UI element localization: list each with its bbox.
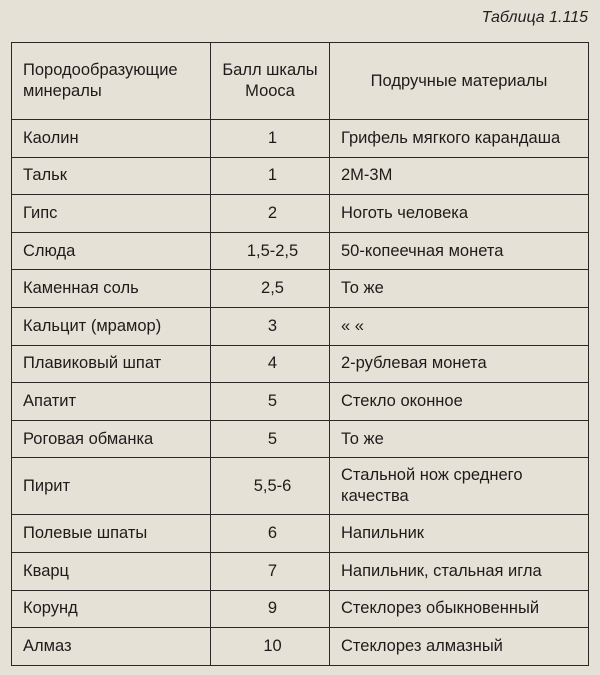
table-row (12, 345, 589, 383)
material-cell: Грифель мягкого карандаша (330, 120, 589, 158)
table-row (12, 458, 589, 515)
material-cell: Стекло оконное (330, 383, 589, 421)
material-cell: Стеклорез обыкновенный (330, 590, 589, 628)
table-row (12, 515, 589, 553)
table-row (12, 195, 589, 233)
header-row (12, 43, 589, 120)
score-cell: 1 (211, 157, 330, 195)
score-cell: 9 (211, 590, 330, 628)
table-row (12, 120, 589, 158)
material-cell: Напильник, стальная игла (330, 552, 589, 590)
score-cell: 5,5-6 (211, 458, 330, 515)
mineral-cell: Роговая обманка (12, 420, 211, 458)
mineral-cell: Кальцит (мрамор) (12, 307, 211, 345)
header-mohs-score: Балл шкалы Мооса (211, 43, 330, 120)
score-cell: 5 (211, 420, 330, 458)
material-cell: То же (330, 420, 589, 458)
mineral-cell: Тальк (12, 157, 211, 195)
score-cell: 6 (211, 515, 330, 553)
score-cell: 2,5 (211, 270, 330, 308)
table-row (12, 628, 589, 666)
material-cell: « « (330, 307, 589, 345)
mineral-cell: Полевые шпаты (12, 515, 211, 553)
material-cell: То же (330, 270, 589, 308)
table-row (12, 270, 589, 308)
mineral-cell: Алмаз (12, 628, 211, 666)
score-cell: 10 (211, 628, 330, 666)
mineral-cell: Корунд (12, 590, 211, 628)
table-row (12, 420, 589, 458)
mineral-cell: Кварц (12, 552, 211, 590)
header-materials: Подручные материалы (330, 43, 589, 120)
score-cell: 4 (211, 345, 330, 383)
score-cell: 3 (211, 307, 330, 345)
header-minerals: Породообразующие минералы (12, 43, 211, 120)
mineral-cell: Каолин (12, 120, 211, 158)
table-row (12, 307, 589, 345)
mineral-cell: Слюда (12, 232, 211, 270)
score-cell: 5 (211, 383, 330, 421)
table-caption: Таблица 1.115 (481, 9, 588, 26)
table-row (12, 157, 589, 195)
material-cell: 2М-3М (330, 157, 589, 195)
mineral-cell: Гипс (12, 195, 211, 233)
table-row (12, 232, 589, 270)
material-cell: Ноготь человека (330, 195, 589, 233)
mineral-cell: Пирит (12, 458, 211, 515)
score-cell: 2 (211, 195, 330, 233)
table-row (12, 590, 589, 628)
mineral-cell: Плавиковый шпат (12, 345, 211, 383)
material-cell: Стеклорез алмазный (330, 628, 589, 666)
score-cell: 1,5-2,5 (211, 232, 330, 270)
material-cell: Стальной нож среднего качества (330, 458, 589, 515)
table-row (12, 552, 589, 590)
table-row (12, 383, 589, 421)
mineral-cell: Каменная соль (12, 270, 211, 308)
mineral-cell: Апатит (12, 383, 211, 421)
score-cell: 7 (211, 552, 330, 590)
score-cell: 1 (211, 120, 330, 158)
material-cell: 50-копеечная монета (330, 232, 589, 270)
mohs-hardness-table (11, 42, 589, 666)
material-cell: Напильник (330, 515, 589, 553)
material-cell: 2-рублевая монета (330, 345, 589, 383)
